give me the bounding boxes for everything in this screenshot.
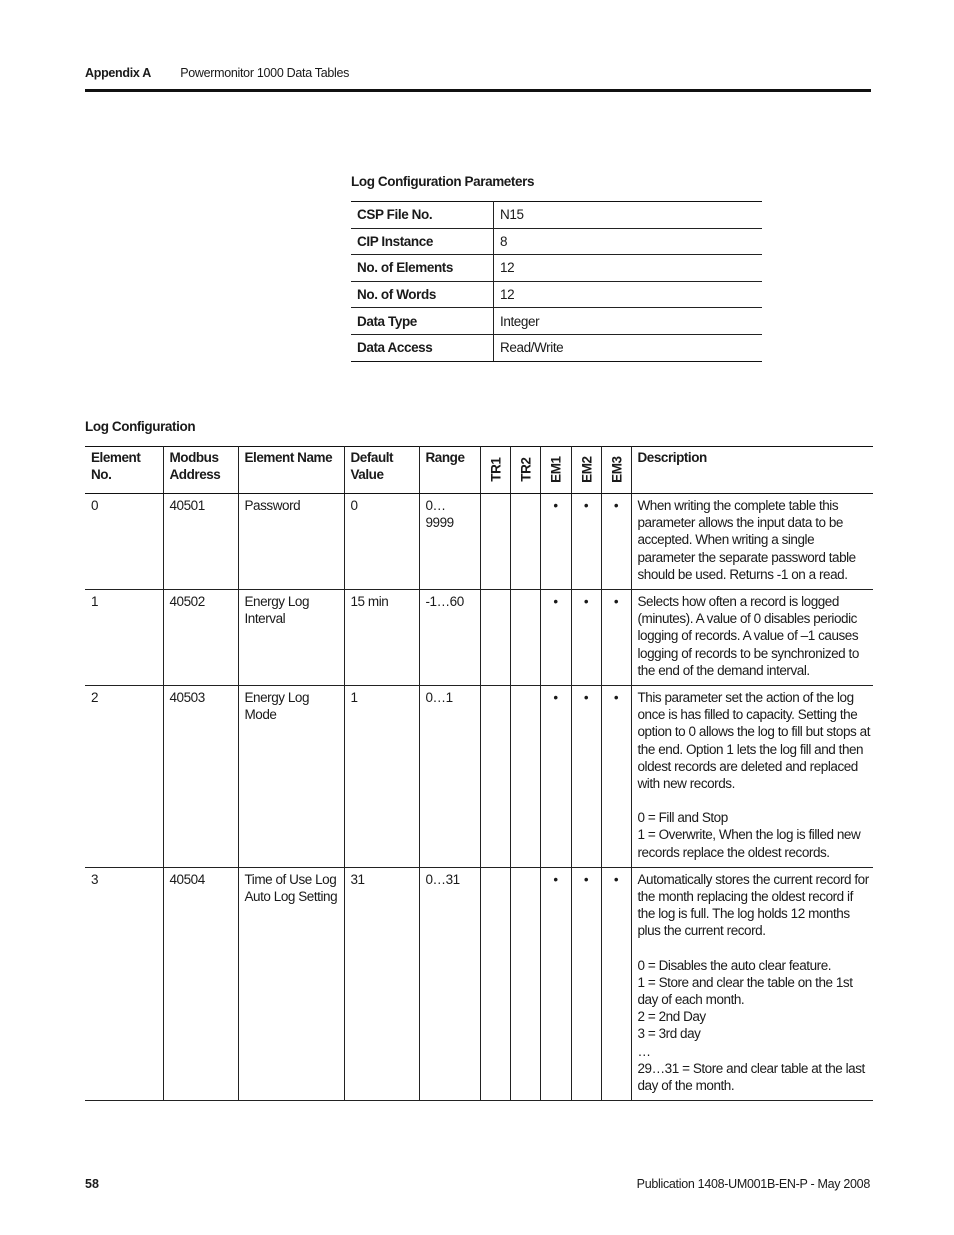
log-config-table [85, 446, 873, 1101]
params-row [351, 255, 762, 282]
default-value-cell: 15 min [344, 590, 419, 686]
col-element-name: Element Name [238, 447, 344, 494]
page-number: 58 [85, 1177, 99, 1191]
tr2-cell [510, 494, 540, 590]
param-value: 12 [494, 255, 763, 282]
description-line: … [637, 1043, 651, 1059]
col-tr2 [510, 447, 540, 494]
description-line: 1 = Store and clear the table on the 1st day of each month. [637, 974, 853, 1008]
tr2-cell [510, 590, 540, 686]
param-value: N15 [494, 202, 763, 229]
col-em1 [540, 447, 571, 494]
tr1-cell [480, 494, 510, 590]
params-row [351, 281, 762, 308]
em2-cell: • [571, 590, 601, 686]
element-name-cell: Password [238, 494, 344, 590]
description-line: 0 = Fill and Stop [637, 810, 728, 826]
em1-cell: • [540, 590, 571, 686]
element-no-cell: 0 [85, 494, 163, 590]
element-no-cell: 2 [85, 686, 163, 868]
tr2-cell [510, 867, 540, 1100]
em3-cell: • [601, 590, 631, 686]
tr2-cell [510, 686, 540, 868]
description-gap [638, 940, 874, 957]
col-modbus-address: Modbus Address [163, 447, 238, 494]
col-range: Range [419, 447, 480, 494]
description-line: When writing the complete table this parameter allows the input data to be accepted. When writing a single parameter the separate password table should be used. Returns -1 on a read. [637, 498, 856, 582]
col-tr1 [480, 447, 510, 494]
col-em3-label: EM3 [608, 456, 624, 484]
default-value-cell: 1 [344, 686, 419, 868]
param-key: Data Access [351, 334, 494, 361]
param-value: 12 [494, 281, 763, 308]
param-value: Read/Write [494, 334, 763, 361]
description-cell [631, 494, 873, 590]
chapter-title: Powermonitor 1000 Data Tables [180, 66, 350, 80]
em2-cell: • [571, 686, 601, 868]
description-cell [631, 686, 873, 868]
tr1-cell [480, 867, 510, 1100]
range-cell: -1…60 [419, 590, 480, 686]
em1-cell: • [540, 686, 571, 868]
log-table-title: Log Configuration [85, 419, 196, 434]
param-value: 8 [494, 228, 763, 255]
appendix-label: Appendix A [85, 66, 151, 80]
running-header [85, 66, 349, 80]
description-line: This parameter set the action of the log once is has filled to capacity. Setting the option to 0 allows the log to fill but stops at the end. Option 1 lets the log fill and then oldest records are deleted and replaced with new records. [637, 690, 871, 792]
table-row [85, 494, 873, 590]
col-description: Description [631, 447, 873, 494]
param-key: Data Type [351, 308, 494, 335]
element-no-cell: 3 [85, 867, 163, 1100]
param-key: No. of Elements [351, 255, 494, 282]
description-line: 0 = Disables the auto clear feature. [637, 957, 832, 973]
em3-cell: • [601, 867, 631, 1100]
description-line: 3 = 3rd day [637, 1026, 701, 1042]
description-cell [631, 867, 873, 1100]
modbus-address-cell: 40503 [163, 686, 238, 868]
col-element-no: Element No. [85, 447, 163, 494]
range-cell: 0… 9999 [419, 494, 480, 590]
default-value-cell: 31 [344, 867, 419, 1100]
params-row [351, 228, 762, 255]
description-line: 1 = Overwrite, When the log is filled new records replace the oldest records. [637, 827, 861, 860]
tr1-cell [480, 590, 510, 686]
col-tr1-label: TR1 [487, 457, 503, 483]
em2-cell: • [571, 494, 601, 590]
description-gap [638, 792, 874, 809]
col-em3 [601, 447, 631, 494]
col-tr2-label: TR2 [517, 457, 533, 483]
modbus-address-cell: 40504 [163, 867, 238, 1100]
em1-cell: • [540, 494, 571, 590]
header-rule [85, 89, 871, 92]
params-row [351, 334, 762, 361]
element-name-cell: Energy Log Mode [238, 686, 344, 868]
modbus-address-cell: 40501 [163, 494, 238, 590]
description-line: 2 = 2nd Day [637, 1009, 706, 1025]
col-em1-label: EM1 [547, 456, 563, 484]
param-value: Integer [494, 308, 763, 335]
publication-info: Publication 1408-UM001B-EN-P - May 2008 [636, 1177, 870, 1191]
element-name-cell: Time of Use Log Auto Log Setting [238, 867, 344, 1100]
params-row [351, 308, 762, 335]
range-cell: 0…1 [419, 686, 480, 868]
em3-cell: • [601, 686, 631, 868]
tr1-cell [480, 686, 510, 868]
param-key: No. of Words [351, 281, 494, 308]
params-row [351, 202, 762, 229]
col-em2-label: EM2 [578, 456, 594, 484]
element-no-cell: 1 [85, 590, 163, 686]
range-cell: 0…31 [419, 867, 480, 1100]
col-default-value: Default Value [344, 447, 419, 494]
em1-cell: • [540, 867, 571, 1100]
params-table [351, 201, 762, 362]
table-row [85, 686, 873, 868]
table-row [85, 867, 873, 1100]
description-line: Automatically stores the current record for the month replacing the oldest record if the log is full. The log holds 12 months plus the current record. [637, 871, 869, 939]
element-name-cell: Energy Log Interval [238, 590, 344, 686]
table-row [85, 590, 873, 686]
description-cell [631, 590, 873, 686]
description-line: 29…31 = Store and clear table at the last day of the month. [637, 1060, 865, 1094]
col-em2 [571, 447, 601, 494]
param-key: CSP File No. [351, 202, 494, 229]
description-line: Selects how often a record is logged (minutes). A value of 0 disables periodic logging of records. A value of –1 causes logging of records to be synchronized to the end of the demand interval. [637, 594, 859, 678]
param-key: CIP Instance [351, 228, 494, 255]
params-table-title: Log Configuration Parameters [351, 174, 535, 189]
em2-cell: • [571, 867, 601, 1100]
em3-cell: • [601, 494, 631, 590]
log-header-row [85, 447, 873, 494]
modbus-address-cell: 40502 [163, 590, 238, 686]
default-value-cell: 0 [344, 494, 419, 590]
